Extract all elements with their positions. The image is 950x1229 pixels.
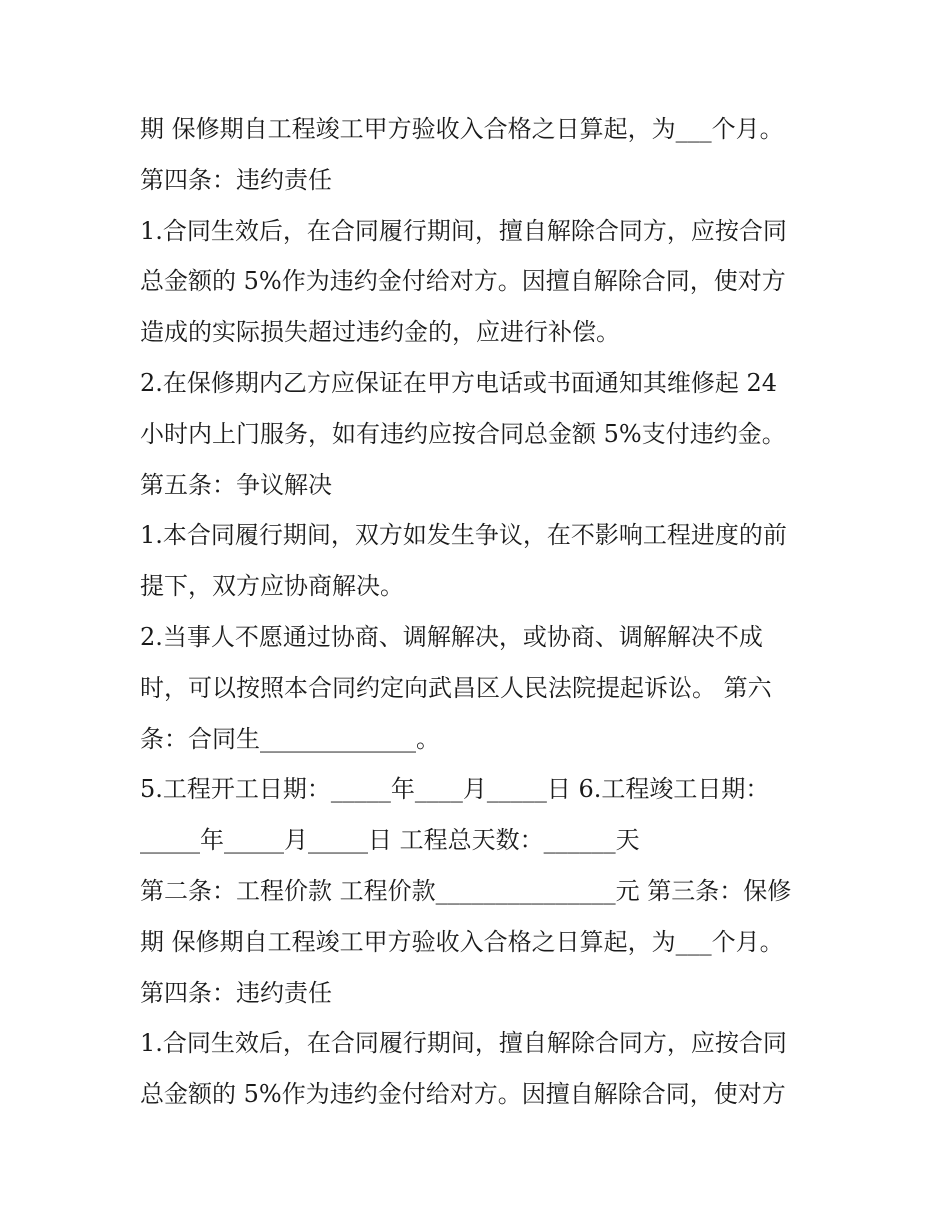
- section-heading: 第四条：违约责任: [140, 165, 332, 194]
- text-line: 5.工程开工日期：_____年____月_____日 6.工程竣工日期：: [140, 775, 770, 804]
- text-line: 造成的实际损失超过违约金的，应进行补偿。: [140, 318, 620, 347]
- text-line: 时，可以按照本合同约定向武昌区人民法院提起诉讼。 第六: [140, 673, 772, 702]
- section-heading: 第四条：违约责任: [140, 978, 332, 1007]
- text-line: 期 保修期自工程竣工甲方验收入合格之日算起，为___个月。: [140, 927, 784, 956]
- section-heading: 第五条：争议解决: [140, 470, 332, 499]
- text-line: 期 保修期自工程竣工甲方验收入合格之日算起，为___个月。: [140, 115, 784, 143]
- text-line: 2.在保修期内乙方应保证在甲方电话或书面通知其维修起 24: [140, 368, 778, 397]
- text-line: 1.合同生效后，在合同履行期间，擅自解除合同方，应按合同: [140, 216, 787, 245]
- text-line: 条：合同生_____________。: [140, 724, 440, 753]
- text-line: 1.本合同履行期间，双方如发生争议，在不影响工程进度的前: [140, 521, 787, 550]
- text-line: 2.当事人不愿通过协商、调解解决，或协商、调解解决不成: [140, 622, 763, 651]
- text-line: 第二条：工程价款 工程价款_______________元 第三条：保修: [140, 876, 792, 905]
- text-line: 小时内上门服务，如有违约应按合同总金额 5%支付违约金。: [140, 419, 786, 448]
- text-line: 1.合同生效后，在合同履行期间，擅自解除合同方，应按合同: [140, 1029, 787, 1058]
- contract-text: [140, 104, 820, 1120]
- text-line: 提下，双方应协商解决。: [140, 572, 404, 601]
- text-line: _____年_____月_____日 工程总天数：______天: [140, 826, 640, 855]
- text-line: 总金额的 5%作为违约金付给对方。因擅自解除合同，使对方: [140, 267, 786, 296]
- text-line: 总金额的 5%作为违约金付给对方。因擅自解除合同，使对方: [140, 1080, 786, 1109]
